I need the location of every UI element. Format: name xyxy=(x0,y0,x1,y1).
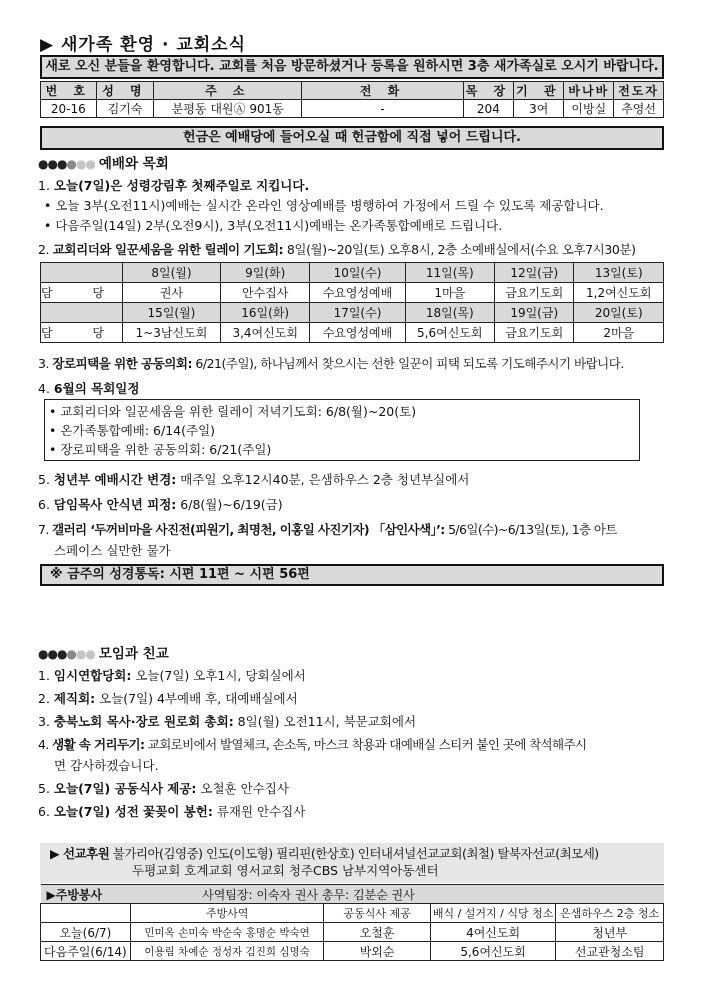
section-dots-icon: ●●●●●● xyxy=(38,157,95,171)
fellowship-item: 2. 제직회: 오늘(7일) 4부예배 후, 대예배실에서 xyxy=(38,691,298,706)
section-heading-worship xyxy=(38,152,169,172)
table-row xyxy=(41,323,664,343)
col-header: 전 화 xyxy=(302,82,463,100)
table-cell: 민미옥 손미숙 박순숙 홍명순 박숙연 xyxy=(130,923,324,942)
table-row xyxy=(41,923,664,942)
table-cell: 추영선 xyxy=(614,100,664,118)
table-cell: 수요영성예배 xyxy=(310,323,405,343)
col-header: 번 호 xyxy=(41,82,97,100)
fellowship-item: 1. 임시연합당회: 오늘(7일) 오후1시, 당회실에서 xyxy=(38,668,306,683)
table-cell: 18일(목) xyxy=(405,303,495,323)
table-cell: 오늘(6/7) xyxy=(41,923,131,942)
col-header: 성 명 xyxy=(96,82,154,100)
table-cell: 김기숙 xyxy=(96,100,154,118)
table-row xyxy=(41,303,664,323)
news-item-7: 7. 갤러리 ‘두꺼비마을 사진전(피원기, 최명천, 이홍일 사진기자) 「삼인사색」’: 5/6일(수)~6/13일(토), 1층 아트 xyxy=(38,522,617,537)
col-header: 은샘하우스 2층 청소 xyxy=(556,904,664,923)
new-family-table xyxy=(40,81,664,118)
table-row-label: 담 당 xyxy=(41,323,123,343)
table-cell: 10일(수) xyxy=(310,263,405,283)
section-dots-icon: ●●●●●● xyxy=(38,647,95,661)
fellowship-item: 4. 생활 속 거리두기: 교회로비에서 발열체크, 손소독, 마스크 착용과 대예배실 스티커 붙인 곳에 착석해주시 xyxy=(38,737,587,752)
col-header: 주방사역 xyxy=(130,904,324,923)
table-cell: - xyxy=(302,100,463,118)
fellowship-item: 3. 충북노회 목사·장로 원로회 총회: 8일(월) 오전11시, 북문교회에서 xyxy=(38,714,417,729)
kitchen-title-row xyxy=(41,885,664,904)
kitchen-leaders: 사역팀장: 이숙자 권사 총무: 김분순 권사 xyxy=(202,887,415,902)
table-header-row xyxy=(41,904,664,923)
table-row xyxy=(41,100,664,118)
table-cell: 17일(수) xyxy=(310,303,405,323)
col-header: 공동식사 제공 xyxy=(324,904,430,923)
news-item-3: 3. 장로피택을 위한 공동의회: 6/21(주일), 하나님께서 찾으시는 선한 일꾼이 피택 되도록 기도해주시기 바랍니다. xyxy=(38,356,624,371)
col-header: 주 소 xyxy=(154,82,302,100)
table-cell: 3,4여신도회 xyxy=(220,323,310,343)
fellowship-item: 6. 오늘(7일) 성전 꽃꽂이 봉헌: 류재원 안수집사 xyxy=(38,804,306,819)
table-cell: 1~3남신도회 xyxy=(123,323,221,343)
news-item-6: 6. 담임목사 안식년 피정: 6/8(월)~6/19(금) xyxy=(38,497,283,512)
table-row-label: 담 당 xyxy=(41,283,123,303)
news-item-2: 2. 교회리더와 일꾼세움을 위한 릴레이 기도회: 8일(월)~20일(토) 오후8시, 2층 소예배실에서(수요 오후7시30분) xyxy=(38,242,636,257)
col-header: 목 장 xyxy=(463,82,513,100)
table-cell: 9일(화) xyxy=(220,263,310,283)
news-item-7-cont: 스페이스 실만한 물가 xyxy=(54,543,171,558)
table-cell: 선교관청소팀 xyxy=(556,942,664,961)
relay-prayer-table xyxy=(40,262,664,343)
mission-support-box xyxy=(40,843,664,883)
kitchen-service-table xyxy=(40,884,664,961)
table-cell: 20-16 xyxy=(41,100,97,118)
kitchen-label: ▶주방봉사 xyxy=(46,887,103,902)
fellowship-item: 5. 오늘(7일) 공동식사 제공: 오철훈 안수집사 xyxy=(38,781,289,796)
table-cell: 청년부 xyxy=(556,923,664,942)
news-item-5: 5. 청년부 예배시간 변경: 매주일 오후12시40분, 은샘하우스 2층 청년부실에서 xyxy=(38,472,470,487)
schedule-item: • 온가족통합예배: 6/14(주일) xyxy=(49,423,216,438)
table-cell: 20일(토) xyxy=(574,303,664,323)
table-cell: 12일(금) xyxy=(495,263,574,283)
mission-label: ▶ 선교후원 xyxy=(50,846,110,861)
table-cell: 권사 xyxy=(123,283,221,303)
table-cell: 15일(월) xyxy=(123,303,221,323)
table-row xyxy=(41,263,664,283)
table-cell: 분평동 대원Ⓐ 901동 xyxy=(154,100,302,118)
table-cell: 다음주일(6/14) xyxy=(41,942,131,961)
section-title: 모임과 친교 xyxy=(98,646,169,662)
fellowship-item-cont: 면 감사하겠습니다. xyxy=(54,758,159,773)
schedule-item: • 교회리더와 일꾼세움을 위한 릴레이 저녁기도회: 6/8(월)~20(토) xyxy=(49,404,417,419)
page-title: ▶ 새가족 환영 · 교회소식 xyxy=(40,35,247,55)
table-cell: 8일(월) xyxy=(123,263,221,283)
table-cell: 19일(금) xyxy=(495,303,574,323)
col-header: 바나바 xyxy=(564,82,614,100)
table-cell: 안수집사 xyxy=(220,283,310,303)
welcome-notice: 새로 오신 분들을 환영합니다. 교회를 처음 방문하셨거나 등록을 원하시면 3층 새가족실로 오시기 바랍니다. xyxy=(40,55,664,79)
col-header: 배식 / 설거지 / 식당 청소 xyxy=(430,904,556,923)
table-cell: 금요기도회 xyxy=(495,283,574,303)
table-cell: 204 xyxy=(463,100,513,118)
table-cell: 5,6여신도회 xyxy=(405,323,495,343)
table-header-row xyxy=(41,82,664,100)
schedule-item: • 장로피택을 위한 공동의회: 6/21(주일) xyxy=(49,442,272,457)
table-cell: 이방실 xyxy=(564,100,614,118)
table-cell: 박외순 xyxy=(324,942,430,961)
table-cell: 3여 xyxy=(514,100,564,118)
bible-reading-notice: ※ 금주의 성경통독: 시편 11편 ~ 시편 56편 xyxy=(40,564,664,586)
offering-notice: 헌금은 예배당에 들어오실 때 헌금함에 직접 넣어 드립니다. xyxy=(40,126,664,150)
mission-list: 불가리아(김영중) 인도(이도형) 필리핀(한상호) 인터내셔널선교교회(최철) 탈북자선교(최모세) xyxy=(109,846,599,861)
table-row xyxy=(41,942,664,961)
table-cell: 13일(토) xyxy=(574,263,664,283)
section-heading-fellowship xyxy=(38,642,169,662)
table-cell: 5,6여신도회 xyxy=(430,942,556,961)
col-header: 기 관 xyxy=(514,82,564,100)
table-cell: 4여신도회 xyxy=(430,923,556,942)
table-cell: 금요기도회 xyxy=(495,323,574,343)
table-cell: 11일(목) xyxy=(405,263,495,283)
table-cell: 1,2여신도회 xyxy=(574,283,664,303)
table-cell: 16일(화) xyxy=(220,303,310,323)
mission-list-cont: 두평교회 호계교회 영서교회 청주CBS 남부지역아동센터 xyxy=(132,863,439,878)
col-header: 전도자 xyxy=(614,82,664,100)
schedule-box xyxy=(44,399,640,461)
news-item-4: 4. 6월의 목회일정 xyxy=(38,381,140,396)
news-item-1: 1. 오늘(7일)은 성령강림후 첫째주일로 지킵니다. xyxy=(38,178,310,193)
news-subitem: • 오늘 3부(오전11시)예배는 실시간 온라인 영상예배를 병행하여 가정에서 드릴 수 있도록 제공합니다. xyxy=(44,198,604,213)
table-cell: 이용림 차예순 정성자 김진희 심명숙 xyxy=(130,942,324,961)
news-subitem: • 다음주일(14일) 2부(오전9시), 3부(오전11시)예배는 온가족통합예배로 드립니다. xyxy=(44,218,503,233)
table-cell: 수요영성예배 xyxy=(310,283,405,303)
table-cell: 오철훈 xyxy=(324,923,430,942)
section-title: 예배와 목회 xyxy=(98,156,169,172)
table-row xyxy=(41,283,664,303)
table-cell: 1마을 xyxy=(405,283,495,303)
table-cell: 2마을 xyxy=(574,323,664,343)
